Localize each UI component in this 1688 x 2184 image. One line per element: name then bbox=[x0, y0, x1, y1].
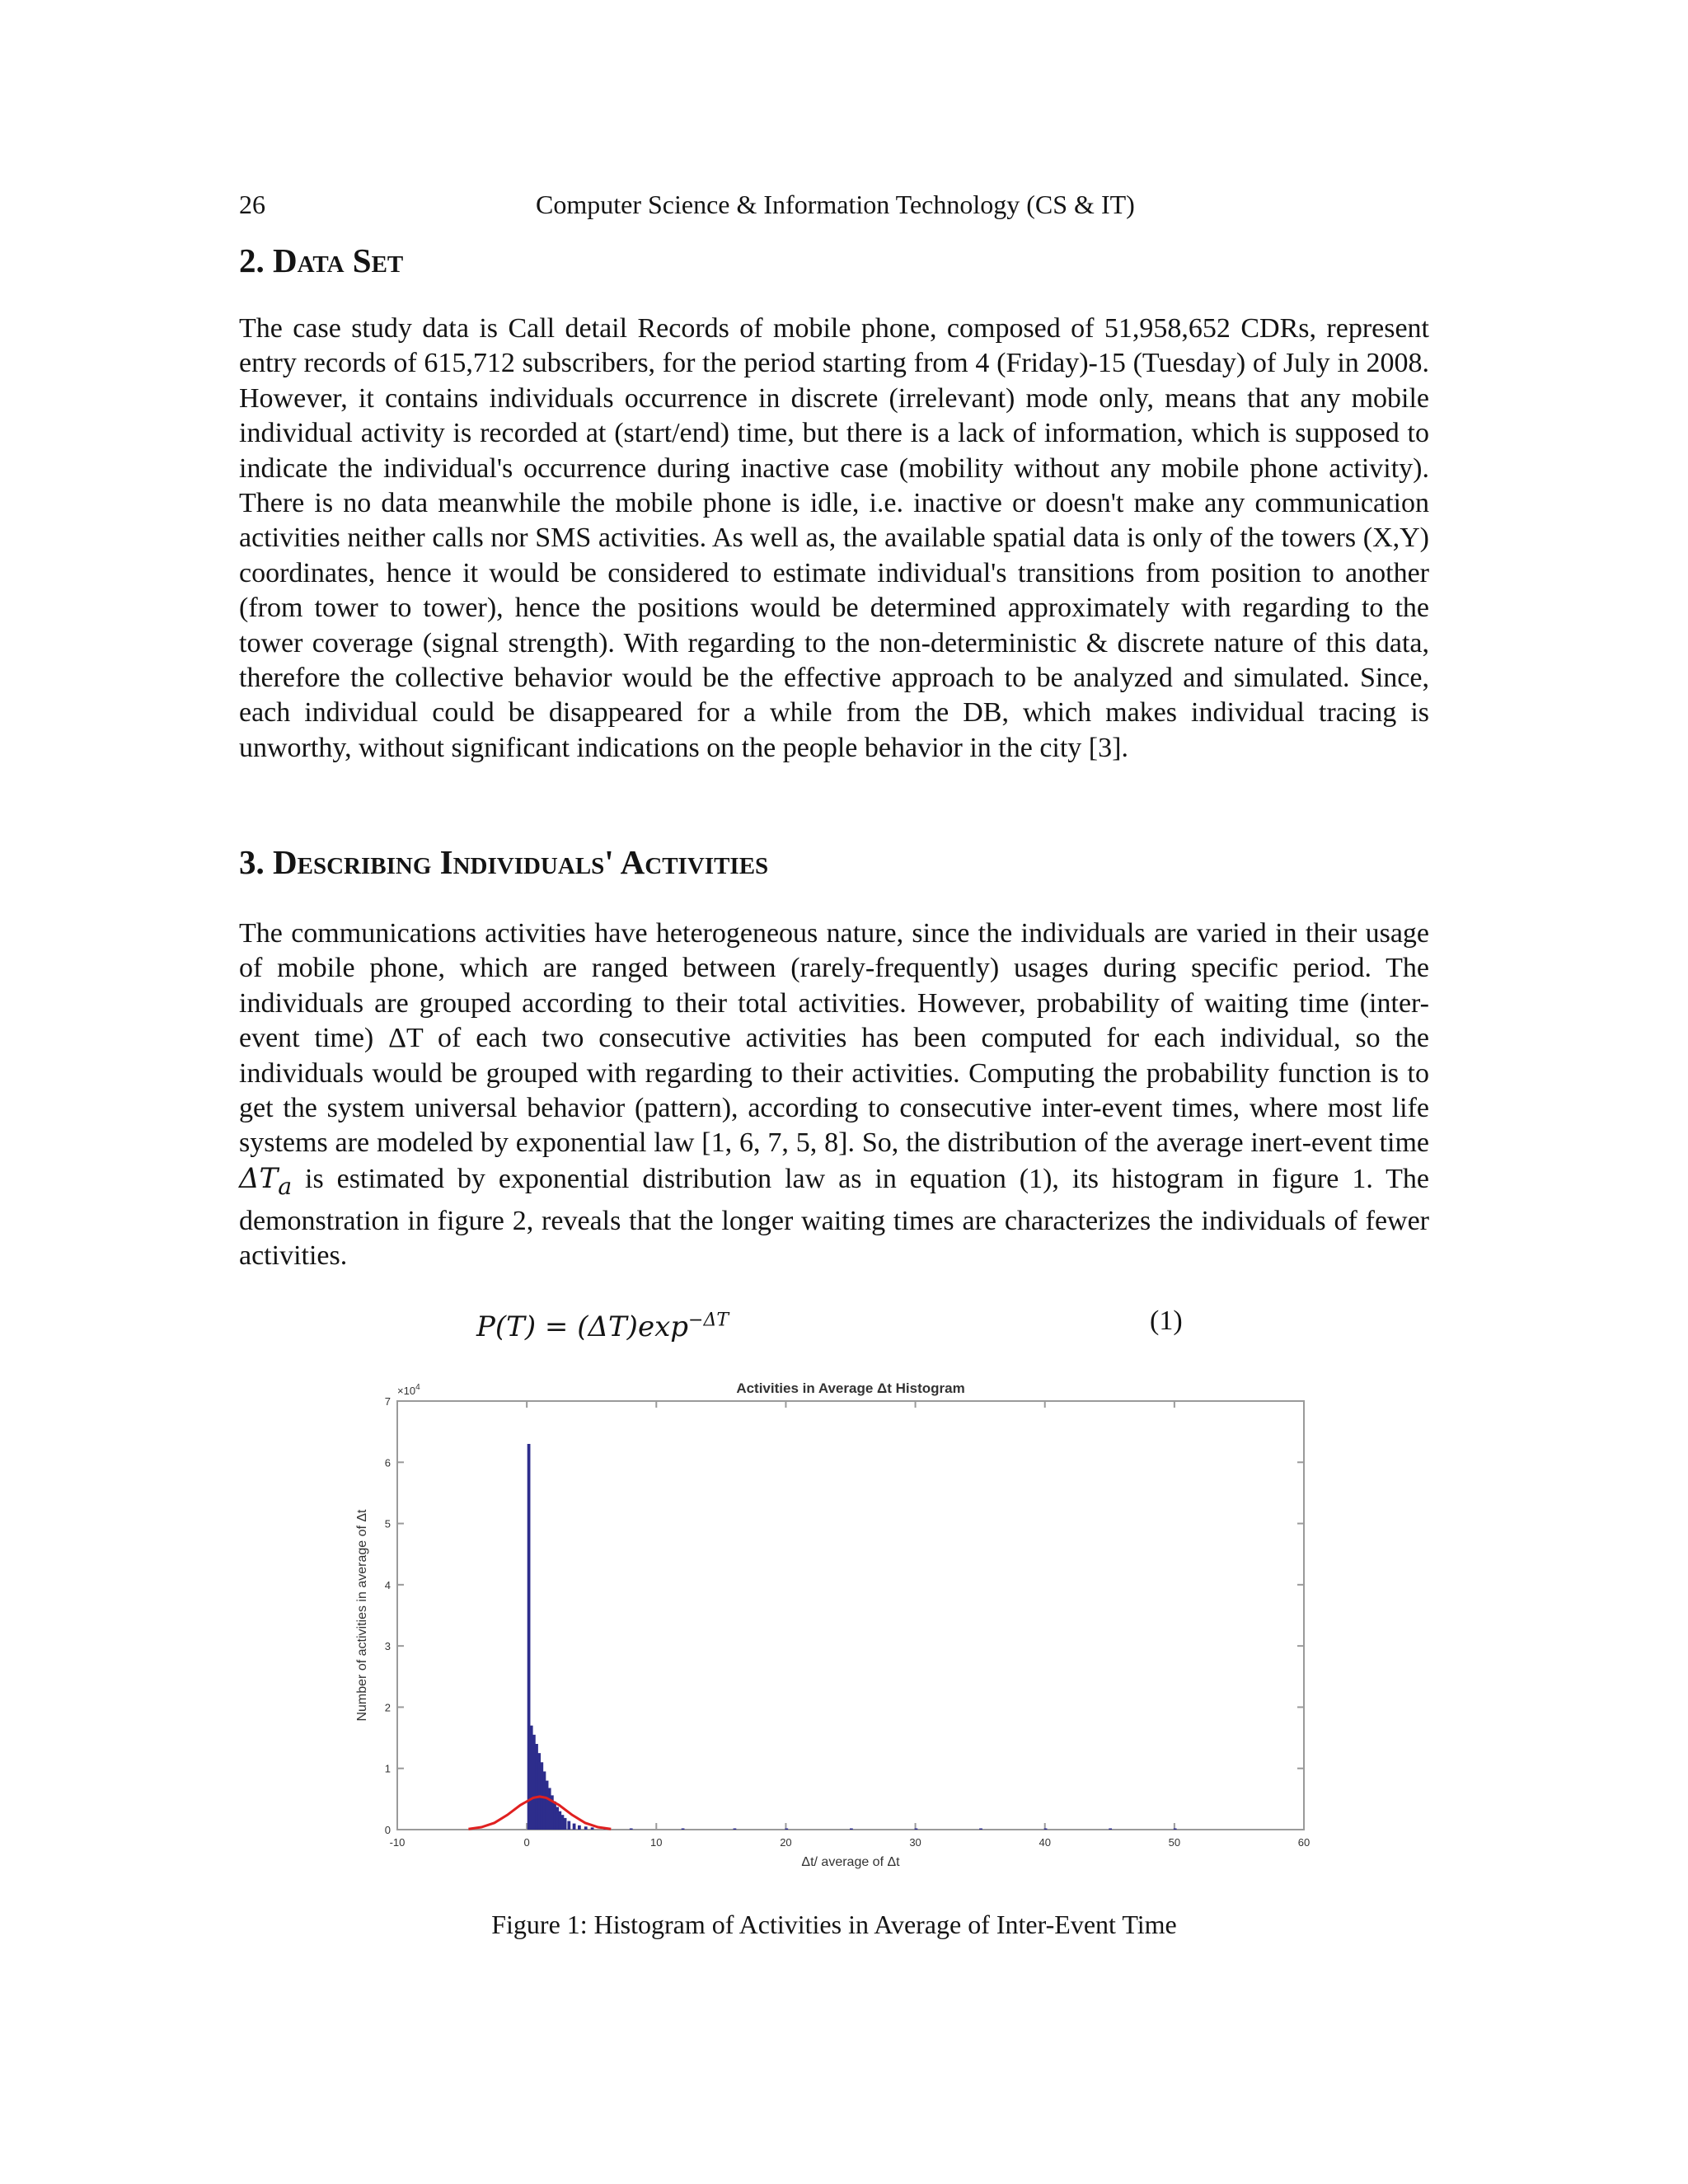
y-tick-label: 6 bbox=[384, 1456, 391, 1469]
section-heading-individuals-activities: 3. Describing Individuals' Activities bbox=[239, 843, 769, 881]
inline-math-base: ΔT bbox=[239, 1161, 279, 1195]
y-multiplier bbox=[397, 1383, 420, 1397]
y-tick-label: 4 bbox=[384, 1578, 391, 1591]
equation bbox=[476, 1302, 729, 1347]
inline-math bbox=[239, 1161, 293, 1200]
y-tick-label: 0 bbox=[384, 1824, 391, 1836]
histogram-bar bbox=[578, 1825, 581, 1830]
x-tick-label: 0 bbox=[523, 1836, 530, 1849]
x-tick-label: -10 bbox=[389, 1836, 406, 1849]
equation-body bbox=[476, 1310, 729, 1343]
histogram-bar bbox=[785, 1829, 788, 1830]
histogram-bar bbox=[979, 1829, 982, 1830]
y-axis-label: Number of activities in average of Δt bbox=[355, 1509, 369, 1722]
histogram-bar bbox=[630, 1829, 633, 1830]
paragraph-text: The communications activities have heterogeneous nature, since the individuals are varied in their usage of mobile phone, which are ranged between (rarely-frequently) usages during specific period. The individuals are grouped according to their total activities. However, probability of waiting time (inter-event time) ΔT of each two consecutive activities has been computed for each individual, so the individuals would be grouped with regarding to their activities. Computing the probability function is to get the system universal behavior (pattern), according to consecutive inter-event times, where most life systems are modeled by exponential law [1, 6, 7, 5, 8]. So, the distribution of the average inert-event time bbox=[239, 918, 1429, 1159]
histogram-bar bbox=[734, 1829, 737, 1830]
histogram-bar bbox=[1174, 1829, 1177, 1830]
chart-title: Activities in Average Δt Histogram bbox=[736, 1380, 965, 1396]
x-tick-label: 30 bbox=[909, 1836, 921, 1849]
inline-math-subscript: a bbox=[278, 1172, 293, 1200]
x-tick-label: 40 bbox=[1039, 1836, 1051, 1849]
y-multiplier-exponent: 4 bbox=[415, 1383, 420, 1392]
figure-histogram bbox=[346, 1368, 1335, 1879]
x-tick-label: 50 bbox=[1168, 1836, 1181, 1849]
paragraph: The case study data is Call detail Records of mobile phone, composed of 51,958,652 CDRs, represent entry records of 615,712 subscribers, for the period starting from 4 (Friday)-15 (Tuesday) of July in 2008. However, it contains individuals occurrence in discrete (irrelevant) mode only, means that any mobile individual activity is recorded at (start/end) time, but there is a lack of information, which is supposed to indicate the individual's occurrence during inactive case (mobility without any mobile phone activity). There is no data meanwhile the mobile phone is idle, i.e. inactive or doesn't make any communication activities neither calls nor SMS activities. As well as, the available spatial data is only of the towers (X,Y) coordinates, hence it would be considered to estimate individual's transitions from position to another (from tower to tower), hence the positions would be determined approximately with regarding to the tower coverage (signal strength). With regarding to the non-deterministic & discrete nature of this data, therefore the collective behavior would be the effective approach to be analyzed and simulated. Since, each individual could be disappeared for a while from the DB, which makes individual tracing is unworthy, without significant indications on the people behavior in the city [3]. bbox=[239, 313, 1429, 763]
section-data-set-body bbox=[239, 312, 1429, 766]
paragraph bbox=[239, 916, 1429, 1274]
x-tick-label: 10 bbox=[650, 1836, 663, 1849]
histogram-bar bbox=[682, 1829, 685, 1830]
histogram-bar bbox=[1044, 1829, 1048, 1830]
equation-superscript: −ΔT bbox=[688, 1310, 729, 1331]
y-multiplier-base: ×10 bbox=[397, 1385, 416, 1397]
y-tick-label: 7 bbox=[384, 1395, 391, 1408]
page-number: 26 bbox=[239, 190, 265, 219]
histogram-bar bbox=[591, 1827, 594, 1830]
histogram-bar bbox=[1109, 1829, 1112, 1830]
y-tick-label: 2 bbox=[384, 1701, 391, 1714]
histogram-bar bbox=[584, 1826, 588, 1830]
y-tick-label: 5 bbox=[384, 1517, 391, 1530]
section-activities-body bbox=[239, 916, 1429, 1274]
histogram-chart bbox=[346, 1368, 1335, 1879]
equation-number: (1) bbox=[1150, 1305, 1183, 1336]
equation-lhs: P(T) = (ΔT)exp bbox=[476, 1310, 689, 1344]
paragraph-text: is estimated by exponential distribution law as in equation (1), its histogram in figure 1. The demonstration in figure 2, reveals that the longer waiting times are characterizes the individuals of fewer activities. bbox=[239, 1163, 1429, 1272]
histogram-bar bbox=[573, 1824, 576, 1830]
y-tick-label: 3 bbox=[384, 1640, 391, 1653]
x-tick-label: 60 bbox=[1297, 1836, 1311, 1849]
page-header bbox=[239, 186, 1429, 223]
histogram-bar bbox=[915, 1829, 918, 1830]
y-tick-label: 1 bbox=[384, 1762, 391, 1775]
x-axis-label: Δt/ average of Δt bbox=[801, 1855, 900, 1869]
histogram-bar bbox=[564, 1818, 567, 1830]
x-tick-label: 20 bbox=[780, 1836, 792, 1849]
running-title: Computer Science & Information Technology (CS & IT) bbox=[536, 190, 1135, 219]
figure-caption: Figure 1: Histogram of Activities in Average of Inter-Event Time bbox=[491, 1910, 1177, 1939]
section-heading-data-set: 2. Data Set bbox=[239, 241, 404, 279]
histogram-bar bbox=[850, 1829, 853, 1830]
histogram-bar bbox=[567, 1821, 570, 1830]
